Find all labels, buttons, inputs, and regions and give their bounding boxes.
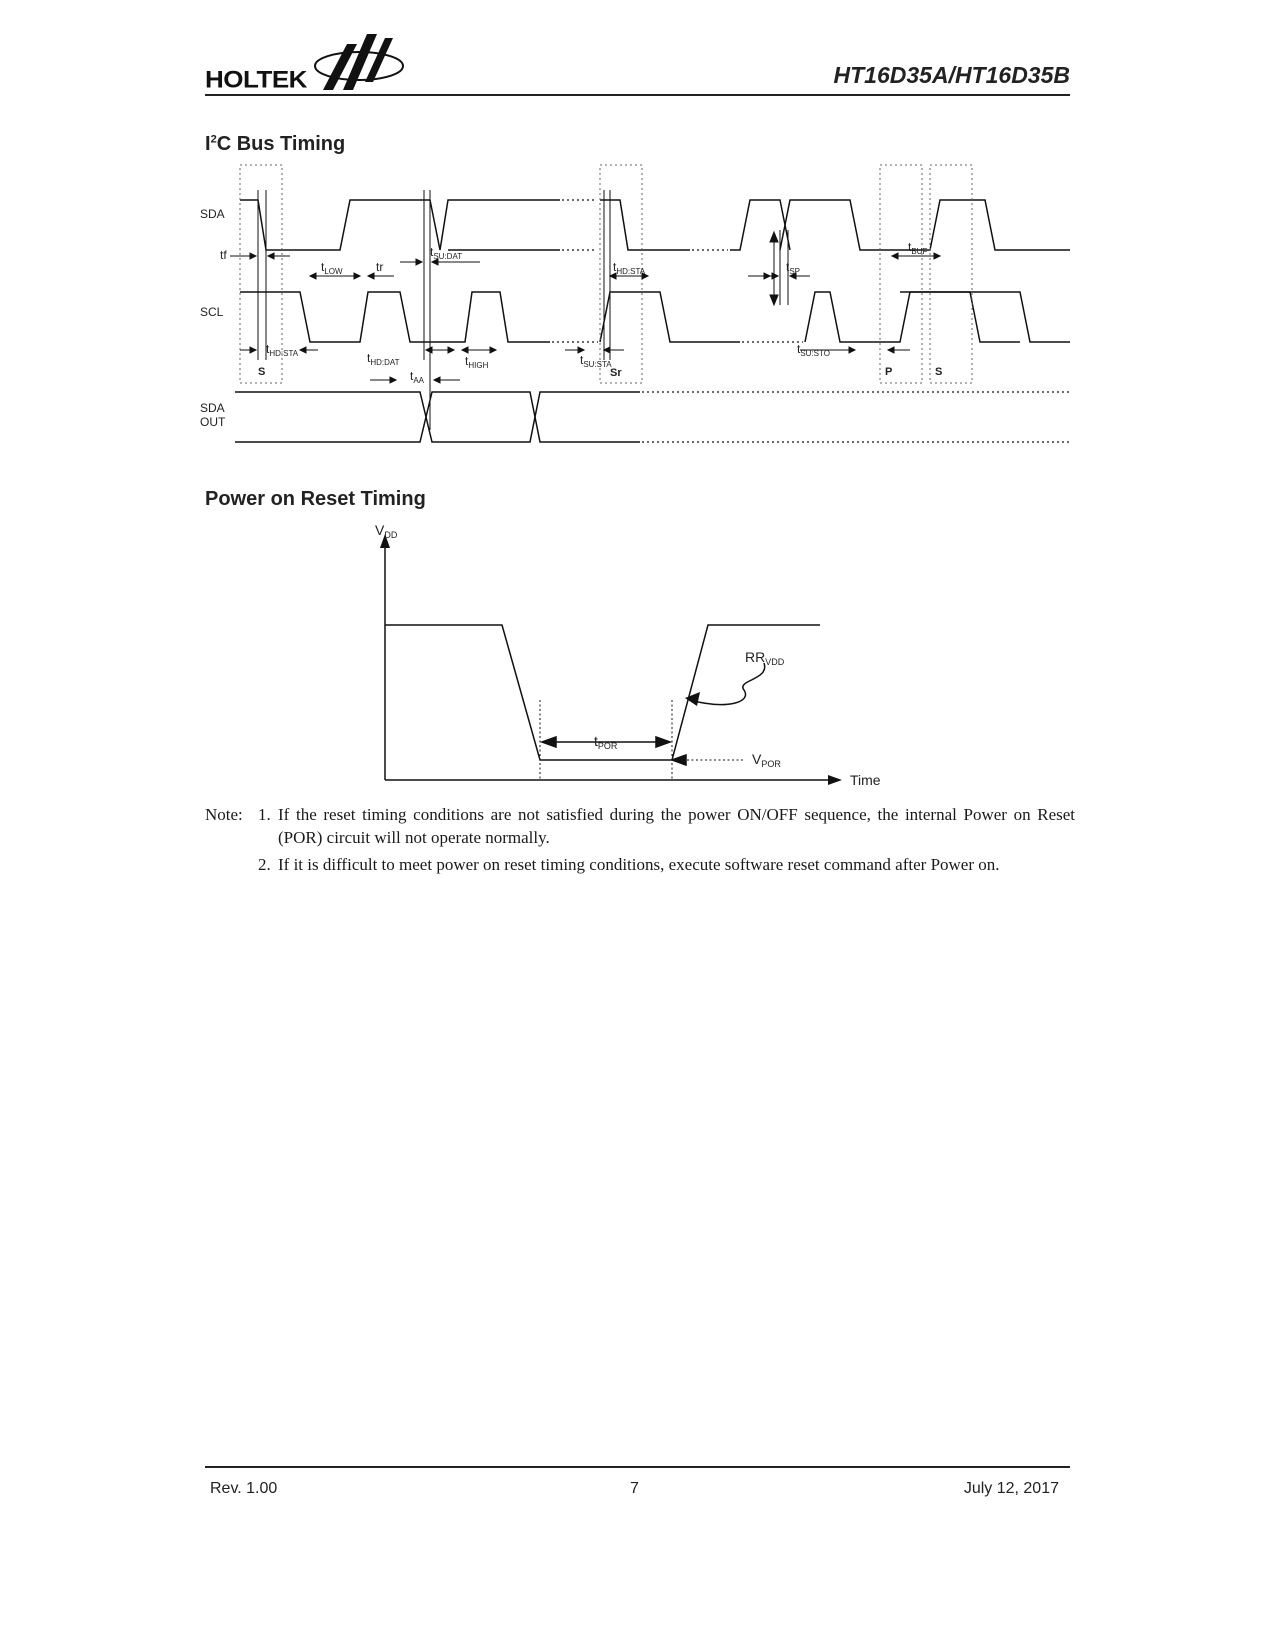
cond-start-1: S	[258, 366, 266, 378]
thdsta2-label: $t_{HD:STA}$	[613, 260, 646, 276]
sda-waveform	[240, 200, 1070, 250]
note-text: If it is difficult to meet power on reset timing conditions, execute software reset command after Power on.	[278, 855, 1000, 874]
time-axis-label: Time	[850, 772, 881, 788]
taa-label: $t_{AA}$	[410, 369, 425, 385]
note-number: 1.	[258, 805, 271, 824]
por-title: Power on Reset Timing	[205, 488, 426, 510]
i2c-title: $I^2C$ Bus Timing	[205, 133, 346, 155]
sda-out-waveform	[235, 392, 640, 442]
thdsta1-label: $t_{HD:STA}$	[266, 342, 299, 358]
footer-page-number: 7	[630, 1480, 639, 1497]
tsudat-label: $t_{SU:DAT}$	[430, 245, 463, 261]
scl-waveform	[240, 292, 1070, 342]
thigh-label: $t_{HIGH}$	[465, 354, 489, 370]
footer-rule	[205, 1466, 1070, 1468]
i2c-timing-diagram	[200, 160, 1070, 470]
logo-text: HOLTEK	[205, 65, 307, 93]
thddat-label: $t_{HD:DAT}$	[367, 351, 400, 367]
header-rule	[205, 94, 1070, 96]
note-item	[205, 853, 1075, 876]
cond-stop: P	[885, 366, 893, 378]
cond-start-2: S	[935, 366, 943, 378]
tsp-label: $t_{SP}$	[786, 260, 801, 276]
tlow-label: $t_{LOW}$	[321, 260, 343, 276]
rrvdd-label: $RR_{VDD}$	[745, 649, 785, 667]
holtek-logo	[205, 30, 405, 92]
footer-date: July 12, 2017	[963, 1480, 1059, 1497]
vdd-label: $V_{DD}$	[375, 522, 398, 540]
part-number: HT16D35A/HT16D35B	[833, 62, 1070, 88]
tsusto-label: $t_{SU:STO}$	[797, 342, 830, 358]
scl-label: SCL	[200, 305, 224, 319]
por-timing-diagram	[360, 520, 900, 790]
tf-label: tf	[220, 248, 227, 262]
note-number: 2.	[258, 855, 271, 874]
cond-repeated-start: Sr	[610, 367, 622, 379]
vpor-label: $V_{POR}$	[752, 751, 781, 769]
tr-label: tr	[376, 260, 384, 274]
note-text: If the reset timing conditions are not satisfied during the power ON/OFF sequence, the internal Power on Reset (POR) circuit will not operate normally.	[278, 805, 1075, 847]
footer-revision: Rev. 1.00	[210, 1480, 278, 1497]
sda-out-label-1: SDA	[200, 401, 225, 415]
note-item	[205, 803, 1075, 849]
logo-mark-icon	[313, 30, 405, 92]
tsusta-label: $t_{SU:STA}$	[580, 353, 612, 369]
tpor-label: $t_{POR}$	[594, 733, 618, 751]
sda-label: SDA	[200, 207, 225, 221]
note-prefix: Note:	[205, 805, 243, 824]
tbuf-label: $t_{BUF}$	[908, 240, 928, 256]
notes	[205, 803, 1075, 876]
sda-out-label-2: OUT	[200, 415, 226, 429]
